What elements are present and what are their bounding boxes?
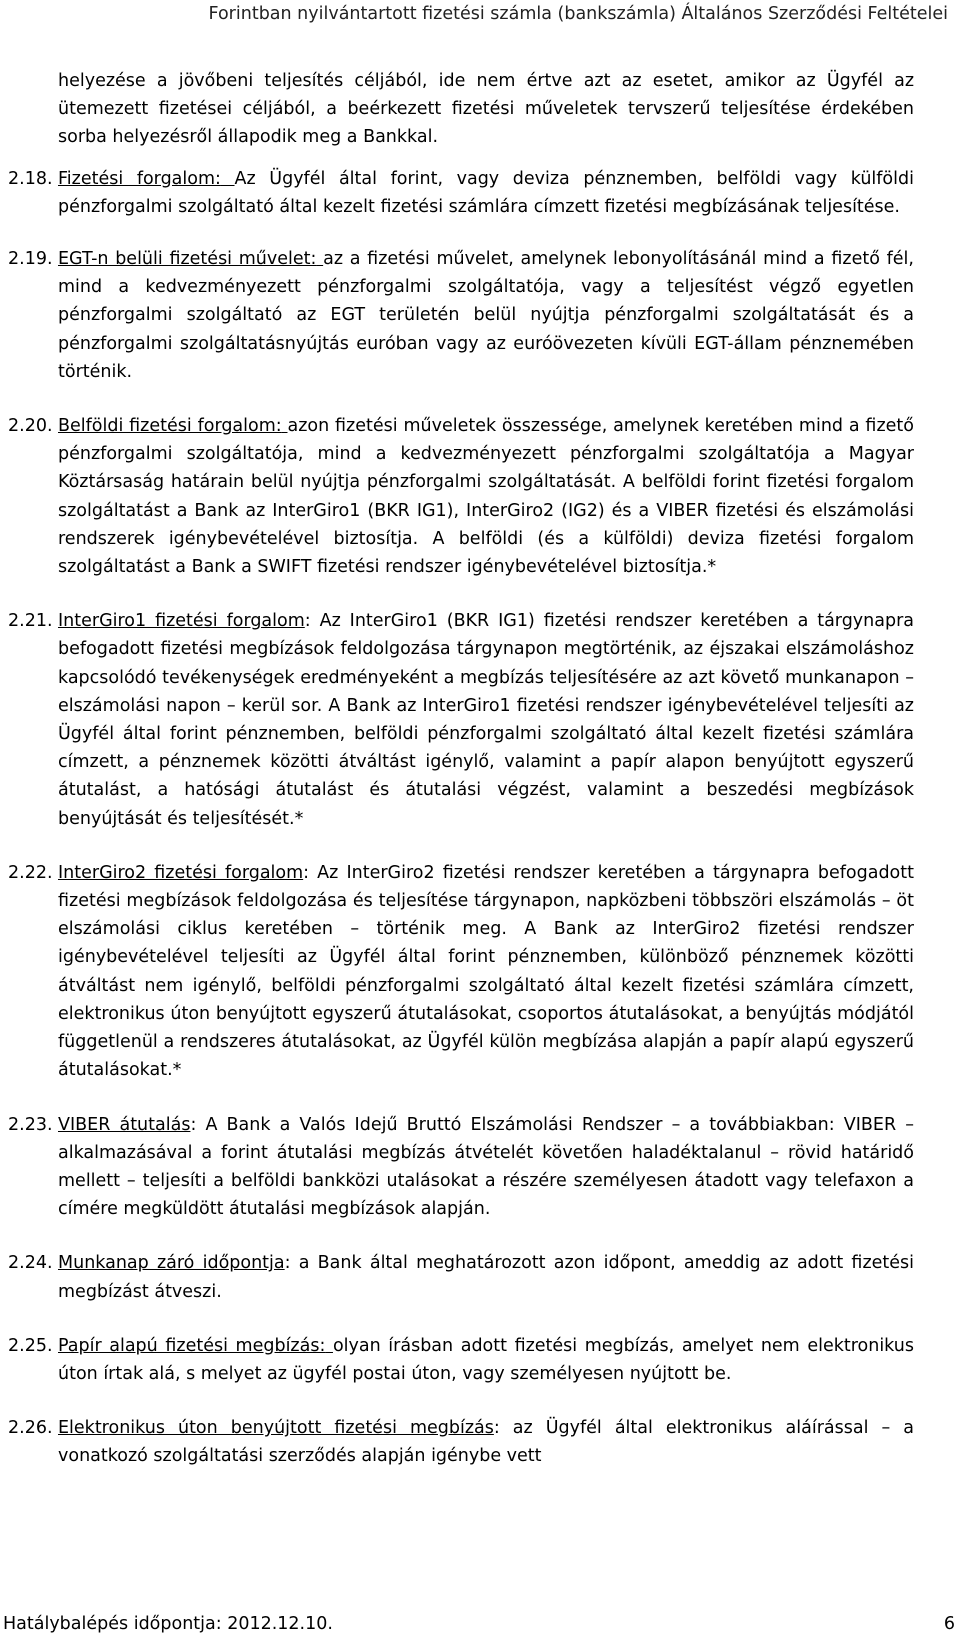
intro-paragraph: helyezése a jövőbeni teljesítés céljából, ide nem értve azt az esetet, amikor az Ügyfél az ütemezett fizetései céljából, a beérkezett fizetési műveletek tervszerű teljesítése érdekében sorba helyezésről állapodik meg a Bankkal.: [58, 71, 914, 148]
definition-2-26: [8, 1414, 914, 1470]
definition-term: InterGiro2 fizetési forgalom: [58, 862, 304, 883]
section-number: 2.26.: [8, 1418, 53, 1439]
definition-2-21: [8, 607, 914, 833]
definition-term: Belföldi fizetési forgalom:: [58, 416, 282, 437]
definition-term: Fizetési forgalom:: [58, 168, 221, 189]
definition-2-20: [8, 412, 914, 581]
definition-2-22: [8, 859, 914, 1085]
section-number: 2.21.: [8, 611, 53, 632]
definition-text: : Az InterGiro1 (BKR IG1) fizetési rendszer keretében a tárgynapra befogadott fizetési megbízások feldolgozása tárgynapon megtörténik, az éjszakai elszámoláshoz kapcsolódó tevékenységek eredményeként a megbízás teljesítésére az azt követő munkanapon – elszámolási napon – kerül sor. A Bank az InterGiro1 fizetési rendszer igénybevételével teljesíti az Ügyfél által forint pénznemben, belföldi pénzforgalmi szolgáltató által kezelt fizetési számlára címzett, a pénznemek közötti átváltást igénylő, valamint a papír alapon benyújtott egyszerű átutalást, a hatósági átutalást és átutalási végzést, valamint a beszedési megbízások benyújtását és teljesítését.*: [58, 611, 914, 829]
definition-term: EGT-n belüli fizetési művelet:: [58, 249, 317, 270]
definition-term: Papír alapú fizetési megbízás:: [58, 1335, 326, 1356]
definition-text: Az Ügyfél által forint, vagy deviza pénznemben, belföldi vagy külföldi pénzforgalmi szolgáltató által kezelt fizetési számlára címzett fizetési megbízásának teljesítése.: [58, 168, 914, 217]
definition-2-19: [8, 245, 914, 386]
definition-term: Elektronikus úton benyújtott fizetési megbízás: [58, 1418, 494, 1439]
definition-text: : az Ügyfél által elektronikus aláírással – a vonatkozó szolgáltatási szerződés alapján igénybe vett: [58, 1418, 914, 1467]
definition-2-25: [8, 1332, 914, 1388]
section-number: 2.23.: [8, 1114, 53, 1135]
document-body: [8, 67, 914, 1496]
definition-text: : a Bank által meghatározott azon időpont, ameddig az adott fizetési megbízást átveszi.: [58, 1253, 914, 1302]
definition-text: : Az InterGiro2 fizetési rendszer keretében a tárgynapra befogadott fizetési megbízások feldolgozása és teljesítése tárgynapon, napközbeni többszöri elszámolás – öt elszámolási ciklus keretében – történik meg. A Bank az InterGiro2 fizetési rendszer igénybevételével teljesíti az Ügyfél által forint pénznemben, különböző pénznemek közötti átváltást nem igénylő, belföldi pénzforgalmi szolgáltató által kezelt fizetési számlára címzett, elektronikus úton benyújtott egyszerű átutalásokat, csoportos átutalásokat, a benyújtás módjától függetlenül a rendszeres átutalásokat, az Ügyfél külön megbízása alapján a papír alapú egyszerű átutalásokat.*: [58, 862, 914, 1081]
section-number: 2.25.: [8, 1335, 53, 1356]
page-number: 6: [943, 1614, 955, 1634]
definition-2-23: [8, 1111, 914, 1224]
section-number: 2.20.: [8, 416, 53, 437]
section-number: 2.24.: [8, 1253, 53, 1274]
definition-text: azon fizetési műveletek összessége, amelynek keretében mind a fizető pénzforgalmi szolgáltatója, mind a kedvezményezett pénzforgalmi szolgáltatója a Magyar Köztársaság határain belül nyújtja pénzforgalmi szolgáltatását. A belföldi forint fizetési forgalom szolgáltatást a Bank az InterGiro1 (BKR IG1), InterGiro2 (IG2) és a VIBER fizetési és elszámolási rendszerek igénybevételével biztosítja. A belföldi (és a külföldi) deviza fizetési forgalom szolgáltatást a Bank a SWIFT fizetési rendszer igénybevételével biztosítja.*: [58, 416, 914, 578]
definition-text: az a fizetési művelet, amelynek lebonyolításánál mind a fizető fél, mind a kedvezményezett pénzforgalmi szolgáltatója, vagy a teljesítést végző egyetlen pénzforgalmi szolgáltató az EGT területén belül nyújtja pénzforgalmi szolgáltatását és a pénzforgalmi szolgáltatásnyújtás euróban vagy az euróövezeten kívüli EGT-állam pénznemében történik.: [58, 249, 914, 382]
section-number: 2.19.: [8, 249, 53, 270]
definition-text: : A Bank a Valós Idejű Bruttó Elszámolási Rendszer – a továbbiakban: VIBER – alkalmazásával a forint átutalási megbízás átvételét követően haladéktalanul – rövid határidő mellett – teljesíti a belföldi bankközi utalásokat a részére személyesen átadott vagy telefaxon a címére megküldött átutalási megbízások alapján.: [58, 1114, 914, 1220]
definition-text: olyan írásban adott fizetési megbízás, amelyet nem elektronikus úton írtak alá, s melyet az ügyfél postai úton, vagy személyesen nyújtott be.: [58, 1335, 914, 1384]
definition-2-18: [8, 165, 914, 221]
definition-term: VIBER átutalás: [58, 1114, 191, 1135]
page-header: Forintban nyilvántartott fizetési számla (bankszámla) Általános Szerződési Feltételei: [208, 4, 948, 24]
definition-2-24: [8, 1249, 914, 1305]
effective-date: Hatálybalépés időpontja: 2012.12.10.: [3, 1614, 333, 1634]
section-number: 2.18.: [8, 168, 53, 189]
definition-term: Munkanap záró időpontja: [58, 1253, 285, 1274]
section-number: 2.22.: [8, 862, 53, 883]
definition-term: InterGiro1 fizetési forgalom: [58, 611, 305, 632]
